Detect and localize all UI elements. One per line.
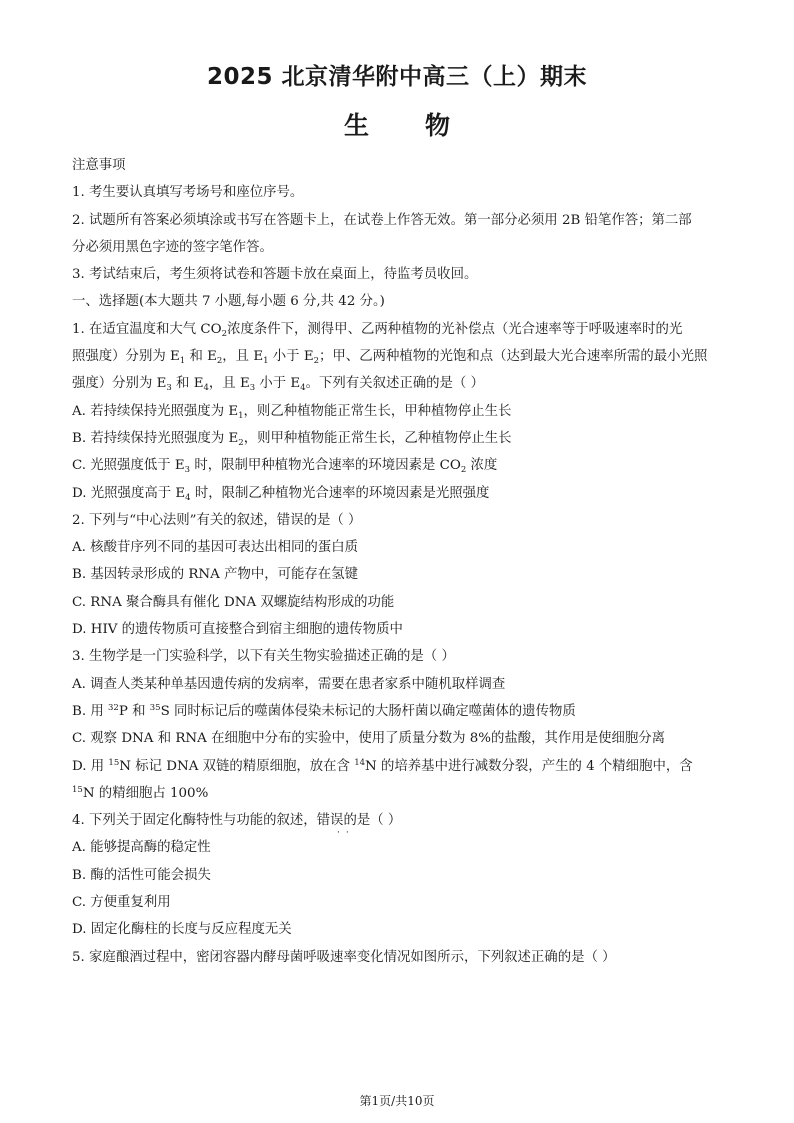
q3-option-d: D. 用 $^{15}$N 标记 DNA 双链的精原细胞，放在含 $^{14}$N 的培养基中进行减数分裂，产生的 4 个精细胞中，含 bbox=[72, 757, 693, 774]
note-item-2-cont: 分必须用黑色字迹的签字笔作答。 bbox=[72, 239, 273, 255]
q3-option-d-cont: $^{15}$N 的精细胞占 100% bbox=[72, 784, 209, 801]
note-item-3: 3. 考试结束后，考生须将试卷和答题卡放在桌面上，待监考员收回。 bbox=[72, 267, 478, 283]
q4-option-c: C. 方便重复利用 bbox=[72, 895, 171, 911]
section-heading: 一、选择题(本大题共 7 小题,每小题 6 分,共 42 分。) bbox=[72, 294, 385, 310]
q4-option-a: A. 能够提高酶的稳定性 bbox=[72, 840, 211, 856]
exam-title: 2025 北京清华附中高三（上）期末 bbox=[206, 64, 588, 90]
q5-stem: 5. 家庭酿酒过程中，密闭容器内酵母菌呼吸速率变化情况如图所示，下列叙述正确的是（ ） bbox=[72, 949, 616, 965]
q1-stem-line-3: 强度）分别为 $E_3$ 和 $E_4$，且 $E_3$ 小于 $E_4$。下列有关叙述正确的是（ ） bbox=[72, 376, 484, 394]
q4-stem: 4. 下列关于固定化酶特性与功能的叙述，错误的是（ ） bbox=[72, 813, 402, 829]
q2-option-b: B. 基因转录形成的 RNA 产物中，可能存在氢键 bbox=[72, 567, 358, 583]
q3-option-b: B. 用 $^{32}$P 和 $^{35}$S 同时标记后的噬菌体侵染未标记的大肠杆菌以确定噬菌体的遗传物质 bbox=[72, 702, 576, 719]
note-item-1: 1. 考生要认真填写考场号和座位序号。 bbox=[72, 185, 304, 201]
q1-option-a: A. 若持续保持光照强度为 $E_1$，则乙种植物能正常生长，甲种植物停止生长 bbox=[72, 403, 512, 421]
exam-body bbox=[72, 152, 722, 971]
q3-stem: 3. 生物学是一门实验科学，以下有关生物实验描述正确的是（ ） bbox=[72, 649, 455, 665]
subject-char-2: 物 bbox=[425, 111, 451, 140]
page-footer: 第1页/共10页 bbox=[359, 1094, 435, 1108]
q2-option-c: C. RNA 聚合酶具有催化 DNA 双螺旋结构形成的功能 bbox=[72, 594, 395, 610]
q1-stem-line-1: 1. 在适宜温度和大气 $CO_2$浓度条件下，测得甲、乙两种植物的光补偿点（光合速率等于呼吸速率时的光 bbox=[72, 321, 683, 339]
q3-option-c: C. 观察 DNA 和 RNA 在细胞中分布的实验中，使用了质量分数为 8%的盐酸，其作用是使细胞分离 bbox=[72, 731, 666, 747]
q1-option-b: B. 若持续保持光照强度为 $E_2$，则甲种植物能正常生长，乙种植物停止生长 bbox=[72, 430, 512, 448]
subject-title bbox=[0, 106, 794, 142]
emphasis-dots: ·· bbox=[337, 828, 355, 838]
q2-stem: 2. 下列与“中心法则”有关的叙述，错误的是（ ） bbox=[72, 512, 362, 528]
q4-option-b: B. 酶的活性可能会损失 bbox=[72, 867, 211, 883]
q2-option-a: A. 核酸苷序列不同的基因可表达出相同的蛋白质 bbox=[72, 540, 358, 556]
q1-stem-line-2: 照强度）分别为 $E_1$ 和 $E_2$，且 $E_1$ 小于 $E_2$；甲、乙两种植物的光饱和点（达到最大光合速率所需的最小光照 bbox=[72, 349, 708, 367]
notes-heading: 注意事项 bbox=[72, 158, 126, 173]
q4-option-d: D. 固定化酶柱的长度与反应程度无关 bbox=[72, 922, 292, 938]
subject-char-1: 生 bbox=[343, 111, 369, 140]
q1-option-c: C. 光照强度低于 $E_3$ 时，限制甲种植物光合速率的环境因素是 $CO_2$ 浓度 bbox=[72, 458, 498, 476]
note-item-2: 2. 试题所有答案必须填涂或书写在答题卡上，在试卷上作答无效。第一部分必须用 2B 铅笔作答；第二部 bbox=[72, 212, 692, 228]
q2-option-d: D. HIV 的遗传物质可直接整合到宿主细胞的遗传物质中 bbox=[72, 622, 403, 638]
q1-option-d: D. 光照强度高于 $E_4$ 时，限制乙种植物光合速率的环境因素是光照强度 bbox=[72, 485, 490, 503]
q3-option-a: A. 调查人类某种单基因遗传病的发病率，需要在患者家系中随机取样调查 bbox=[72, 676, 506, 692]
